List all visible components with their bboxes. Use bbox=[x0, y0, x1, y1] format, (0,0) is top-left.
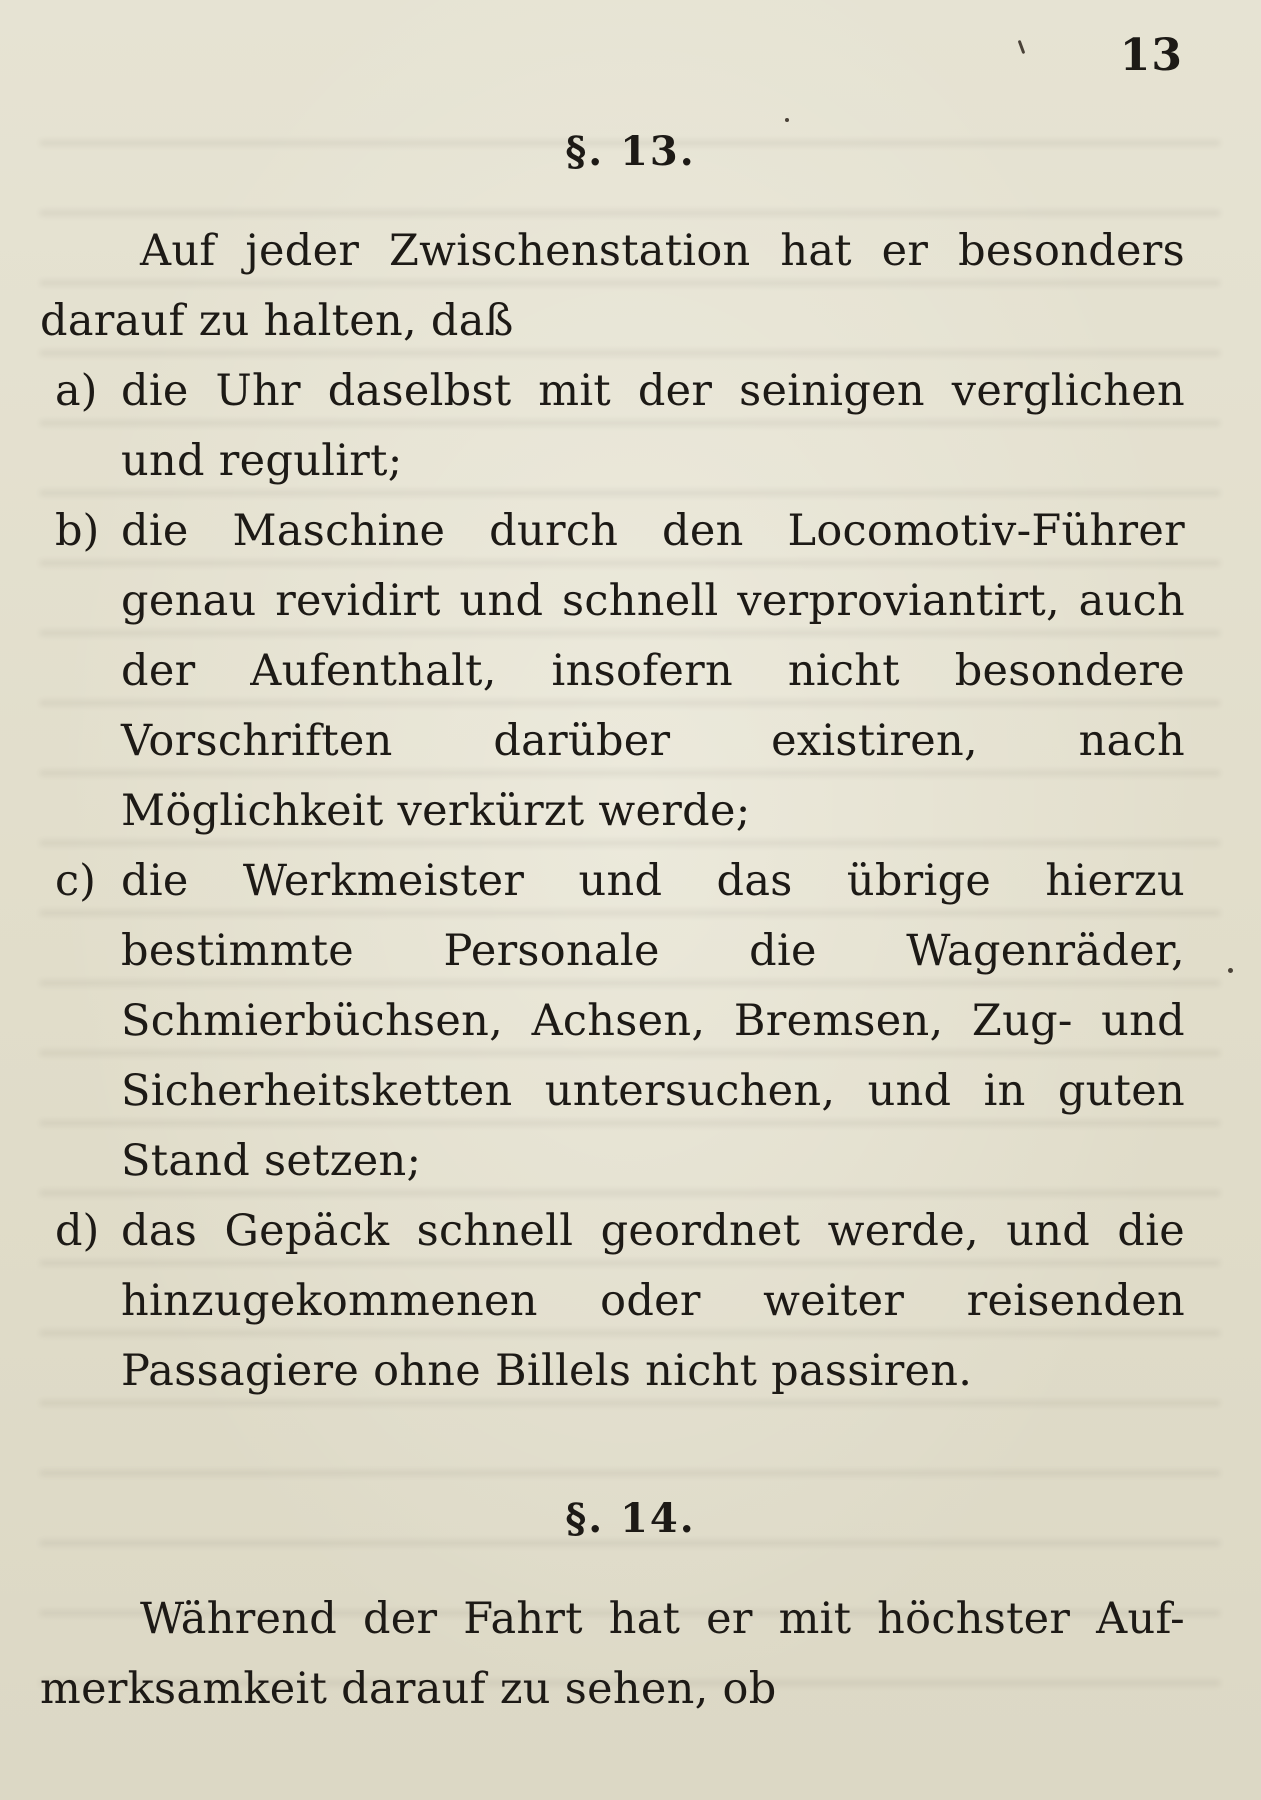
list-item-label: b) bbox=[55, 506, 100, 556]
section-13-intro-line-2: darauf zu halten, daß bbox=[40, 296, 514, 346]
list-item-b bbox=[55, 496, 1185, 846]
section-heading-13: §. 13. bbox=[565, 128, 696, 175]
list-item-text: die Uhr daselbst mit der seinigen verglichen und regulirt; bbox=[121, 366, 1185, 486]
list-item-text: das Gepäck schnell geordnet werde, und die hinzugekommenen oder weiter reisenden Passagiere ohne Billels nicht passiren. bbox=[121, 1206, 1185, 1396]
section-heading-14: §. 14. bbox=[565, 1495, 696, 1542]
section-14-intro-line-1: Während der Fahrt hat er mit höchster Auf- bbox=[140, 1594, 1185, 1644]
section-14-intro-line-2: merksamkeit darauf zu sehen, ob bbox=[40, 1664, 777, 1714]
page-number: 13 bbox=[1119, 30, 1183, 81]
list-item-label: c) bbox=[55, 856, 96, 906]
list-item-text: die Maschine durch den Locomotiv-Führer genau revidirt und schnell verproviantirt, auch der Aufenthalt, insofern nicht besondere Vorschriften darüber existiren, nach Möglichkeit verkürzt werde; bbox=[121, 506, 1185, 836]
list-item-d bbox=[55, 1196, 1185, 1406]
ink-speck bbox=[1018, 40, 1026, 54]
section-13-intro-line-1: Auf jeder Zwischenstation hat er besonders bbox=[140, 226, 1185, 276]
ink-speck bbox=[1228, 968, 1233, 973]
list-item-a bbox=[55, 356, 1185, 496]
list-item-label: a) bbox=[55, 366, 98, 416]
list-item-c bbox=[55, 846, 1185, 1196]
ink-speck bbox=[785, 118, 789, 122]
list-item-label: d) bbox=[55, 1206, 100, 1256]
list-item-text: die Werkmeister und das übrige hierzu bestimmte Personale die Wagenräder, Schmierbüchsen, Achsen, Bremsen, Zug- und Sicherheitsketten untersuchen, und in guten Stand setzen; bbox=[121, 856, 1185, 1186]
